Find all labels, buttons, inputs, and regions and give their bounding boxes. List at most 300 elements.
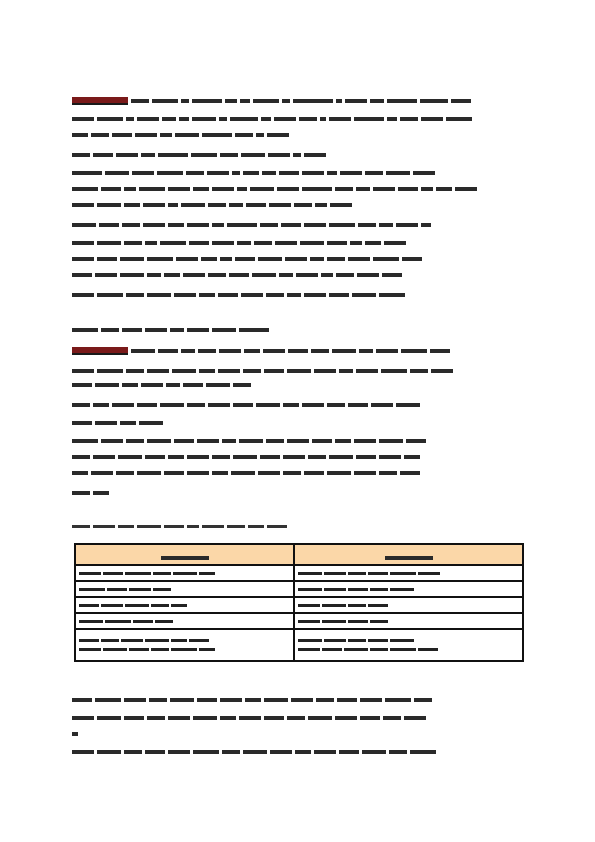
word-block (239, 328, 269, 332)
word-block (246, 203, 266, 207)
word-block (162, 117, 176, 121)
table-header-right (294, 544, 523, 565)
text-line (72, 730, 524, 738)
word-block (287, 439, 309, 443)
word-block (418, 572, 440, 575)
word-block (166, 383, 180, 387)
word-block (72, 732, 78, 736)
table-header-left (75, 544, 294, 565)
word-block (260, 223, 278, 227)
word-block (368, 572, 388, 575)
word-block (354, 471, 376, 475)
word-block (401, 349, 427, 353)
word-block (72, 750, 94, 754)
word-block (99, 223, 119, 227)
word-block (322, 604, 346, 607)
word-block (258, 471, 280, 475)
word-block (183, 383, 203, 387)
word-block (287, 716, 305, 720)
word-block (101, 439, 123, 443)
text-line (72, 401, 524, 409)
word-block (93, 153, 113, 157)
word-block (164, 273, 180, 277)
word-block (385, 698, 411, 702)
text-line (72, 437, 524, 445)
word-block (129, 648, 149, 651)
word-block (145, 455, 165, 459)
word-block (220, 257, 232, 261)
word-block (231, 471, 255, 475)
word-block (112, 133, 132, 137)
word-block (233, 403, 253, 407)
word-block (354, 117, 384, 121)
word-block (402, 257, 422, 261)
word-block (97, 257, 117, 261)
table-cell (294, 597, 523, 613)
word-block (335, 716, 357, 720)
word-block (97, 241, 121, 245)
word-block (294, 203, 312, 207)
word-block (93, 491, 109, 495)
word-block (198, 349, 216, 353)
word-block (97, 293, 123, 297)
word-block (268, 153, 290, 157)
word-block (225, 99, 237, 103)
word-block (285, 257, 307, 261)
word-block (386, 171, 410, 175)
word-block (79, 572, 101, 575)
word-block (175, 133, 199, 137)
word-block (304, 223, 326, 227)
word-block (192, 117, 216, 121)
word-block (300, 241, 324, 245)
word-block (229, 273, 249, 277)
word-block (263, 349, 285, 353)
word-block (101, 639, 119, 642)
word-block (97, 117, 123, 121)
word-block (288, 349, 308, 353)
word-block (390, 572, 416, 575)
word-block (329, 223, 355, 227)
word-block (145, 750, 165, 754)
word-block (72, 273, 92, 277)
word-block (283, 471, 301, 475)
word-block (158, 349, 178, 353)
word-block (400, 471, 420, 475)
word-block (141, 383, 163, 387)
word-block (311, 349, 329, 353)
word-block (327, 403, 345, 407)
word-block (260, 455, 280, 459)
word-block (72, 257, 94, 261)
text-line (72, 151, 524, 159)
text-line (72, 185, 524, 193)
word-block (218, 293, 238, 297)
word-block (168, 716, 190, 720)
word-block (183, 273, 205, 277)
word-block (121, 639, 143, 642)
word-block (404, 716, 426, 720)
word-block (235, 133, 253, 137)
word-block (137, 117, 159, 121)
word-block (379, 455, 401, 459)
word-block (233, 455, 257, 459)
word-block (348, 588, 368, 591)
word-block (174, 293, 196, 297)
word-block (310, 257, 324, 261)
word-block (302, 187, 332, 191)
word-block (220, 698, 242, 702)
word-block (282, 99, 290, 103)
word-block (348, 403, 368, 407)
text-line (72, 696, 524, 704)
word-block (446, 117, 472, 121)
word-block (192, 99, 222, 103)
word-block (79, 648, 101, 651)
word-block (327, 257, 345, 261)
word-block (373, 257, 399, 261)
word-block (145, 241, 157, 245)
text-line (72, 201, 524, 209)
table-row (75, 581, 523, 597)
word-block (160, 403, 184, 407)
word-block (95, 273, 117, 277)
word-block (365, 171, 383, 175)
word-block (95, 698, 121, 702)
word-block (191, 153, 217, 157)
word-block (332, 349, 356, 353)
word-block (126, 293, 144, 297)
word-block (122, 328, 142, 332)
word-block (298, 620, 320, 623)
word-block (302, 403, 324, 407)
word-block (168, 455, 184, 459)
word-block (139, 421, 163, 425)
word-block (208, 403, 230, 407)
word-block (168, 203, 178, 207)
word-block (350, 241, 362, 245)
word-block (201, 257, 217, 261)
word-block (287, 293, 301, 297)
word-block (336, 273, 354, 277)
word-block (304, 471, 324, 475)
word-block (220, 716, 236, 720)
word-block (105, 620, 131, 623)
word-block (72, 491, 90, 495)
word-block (124, 698, 146, 702)
word-block (237, 187, 247, 191)
word-block (120, 273, 144, 277)
word-block (387, 99, 417, 103)
word-block (277, 187, 299, 191)
text-line (72, 714, 524, 722)
word-block (370, 99, 384, 103)
word-block (164, 471, 184, 475)
text-line (72, 271, 524, 279)
comparison-table (74, 543, 524, 662)
word-block (218, 369, 240, 373)
word-block (421, 187, 433, 191)
table-cell (294, 581, 523, 597)
word-block (281, 223, 301, 227)
table-cell (75, 597, 294, 613)
word-block (186, 171, 204, 175)
word-block (79, 604, 99, 607)
word-block (72, 698, 92, 702)
word-block (316, 698, 334, 702)
word-block (126, 117, 134, 121)
word-block (155, 620, 173, 623)
word-block (135, 133, 157, 137)
word-block (187, 328, 209, 332)
word-block (360, 698, 382, 702)
word-block (112, 403, 134, 407)
text-line (72, 115, 524, 123)
word-block (269, 203, 291, 207)
word-block (120, 257, 144, 261)
word-block (118, 525, 134, 528)
word-block (266, 439, 284, 443)
word-block (173, 572, 197, 575)
word-block (189, 241, 209, 245)
word-block (293, 153, 301, 157)
word-block (314, 369, 336, 373)
word-block (335, 439, 351, 443)
word-block (358, 223, 376, 227)
word-block (245, 698, 261, 702)
word-block (293, 99, 333, 103)
word-block (414, 698, 432, 702)
word-block (206, 383, 230, 387)
word-block (283, 455, 305, 459)
text-line (72, 97, 524, 105)
table-row (75, 565, 523, 581)
word-block (287, 369, 311, 373)
word-block (168, 750, 190, 754)
word-block (370, 588, 388, 591)
word-block (431, 369, 453, 373)
word-block (389, 750, 407, 754)
word-block (72, 455, 90, 459)
word-block (212, 471, 228, 475)
word-block (339, 369, 353, 373)
word-block (187, 403, 205, 407)
word-block (147, 439, 171, 443)
word-block (93, 525, 115, 528)
text-line (72, 326, 524, 334)
word-block (120, 421, 136, 425)
word-block (124, 716, 144, 720)
word-block (418, 648, 438, 651)
word-block (298, 588, 322, 591)
word-block (308, 455, 326, 459)
word-block (133, 620, 153, 623)
word-block (356, 369, 378, 373)
word-block (398, 187, 418, 191)
word-block (404, 455, 420, 459)
text-line (72, 221, 524, 229)
word-block (171, 639, 187, 642)
underlined-term (72, 97, 128, 105)
word-block (72, 171, 102, 175)
word-block (171, 604, 187, 607)
word-block (187, 223, 209, 227)
word-block (337, 698, 357, 702)
word-block (124, 241, 142, 245)
underlined-term (72, 347, 128, 355)
word-block (72, 223, 96, 227)
word-block (97, 203, 121, 207)
word-block (152, 99, 178, 103)
word-block (227, 525, 245, 528)
word-block (254, 241, 272, 245)
word-block (376, 349, 398, 353)
table-cell (294, 613, 523, 629)
word-block (153, 588, 171, 591)
word-block (181, 99, 189, 103)
word-block (137, 403, 157, 407)
word-block (72, 187, 98, 191)
word-block (256, 133, 264, 137)
word-block (125, 572, 151, 575)
word-block (103, 572, 123, 575)
word-block (122, 223, 140, 227)
word-block (291, 698, 313, 702)
word-block (72, 525, 90, 528)
word-block (348, 604, 366, 607)
word-block (93, 403, 109, 407)
word-block (131, 99, 149, 103)
word-block (230, 117, 258, 121)
word-block (72, 471, 88, 475)
word-block (241, 293, 263, 297)
word-block (222, 439, 236, 443)
word-block (390, 648, 416, 651)
table-caption (72, 522, 287, 530)
word-block (357, 273, 379, 277)
word-block (197, 698, 217, 702)
word-block (101, 328, 119, 332)
word-block (107, 588, 127, 591)
word-block (168, 223, 184, 227)
word-block (199, 293, 215, 297)
word-block (212, 455, 230, 459)
word-block (157, 171, 183, 175)
word-block (406, 439, 426, 443)
word-block (352, 293, 376, 297)
word-block (455, 187, 477, 191)
word-block (252, 273, 276, 277)
word-block (116, 471, 134, 475)
table-row (75, 629, 523, 661)
word-block (199, 369, 215, 373)
word-block (250, 187, 274, 191)
word-block (122, 383, 138, 387)
word-block (279, 273, 293, 277)
word-block (298, 639, 322, 642)
word-block (212, 328, 236, 332)
word-block (172, 369, 196, 373)
word-block (220, 153, 238, 157)
word-block (118, 455, 142, 459)
word-block (379, 471, 397, 475)
word-block (164, 525, 184, 528)
word-block (275, 241, 297, 245)
word-block (97, 369, 123, 373)
table-row (75, 613, 523, 629)
word-block (147, 293, 171, 297)
word-block (410, 750, 436, 754)
word-block (400, 117, 418, 121)
word-block (348, 620, 368, 623)
table-cell (294, 565, 523, 581)
word-block (95, 421, 117, 425)
word-block (151, 648, 169, 651)
word-block (212, 223, 224, 227)
table-cell (75, 565, 294, 581)
word-block (382, 273, 402, 277)
word-block (296, 273, 318, 277)
word-block (181, 203, 205, 207)
word-block (72, 421, 92, 425)
word-block (212, 187, 234, 191)
word-block (264, 698, 288, 702)
word-block (354, 439, 376, 443)
word-block (72, 293, 94, 297)
word-block (97, 716, 121, 720)
word-block (208, 203, 226, 207)
word-block (124, 203, 140, 207)
word-block (370, 620, 388, 623)
word-block (383, 716, 401, 720)
word-block (339, 750, 359, 754)
table-header-row (75, 544, 523, 565)
word-block (344, 648, 368, 651)
word-block (151, 604, 169, 607)
word-block (356, 455, 376, 459)
word-block (304, 293, 326, 297)
word-block (329, 293, 349, 297)
word-block (240, 99, 250, 103)
word-block (103, 648, 127, 651)
word-block (199, 648, 215, 651)
word-block (72, 403, 90, 407)
word-block (243, 369, 261, 373)
word-block (202, 133, 232, 137)
word-block (199, 572, 215, 575)
word-block (72, 439, 98, 443)
word-block (243, 171, 259, 175)
word-block (283, 403, 299, 407)
word-block (207, 171, 229, 175)
word-block (187, 455, 209, 459)
word-block (270, 750, 292, 754)
word-block (72, 383, 92, 387)
word-block (248, 525, 264, 528)
word-block (170, 698, 194, 702)
word-block (244, 349, 260, 353)
word-block (147, 716, 165, 720)
word-block (421, 117, 443, 121)
word-block (239, 716, 261, 720)
word-block (256, 403, 280, 407)
word-block (379, 439, 403, 443)
word-block (229, 203, 243, 207)
word-block (264, 716, 284, 720)
word-block (304, 153, 326, 157)
word-block (360, 716, 380, 720)
word-block (243, 750, 267, 754)
